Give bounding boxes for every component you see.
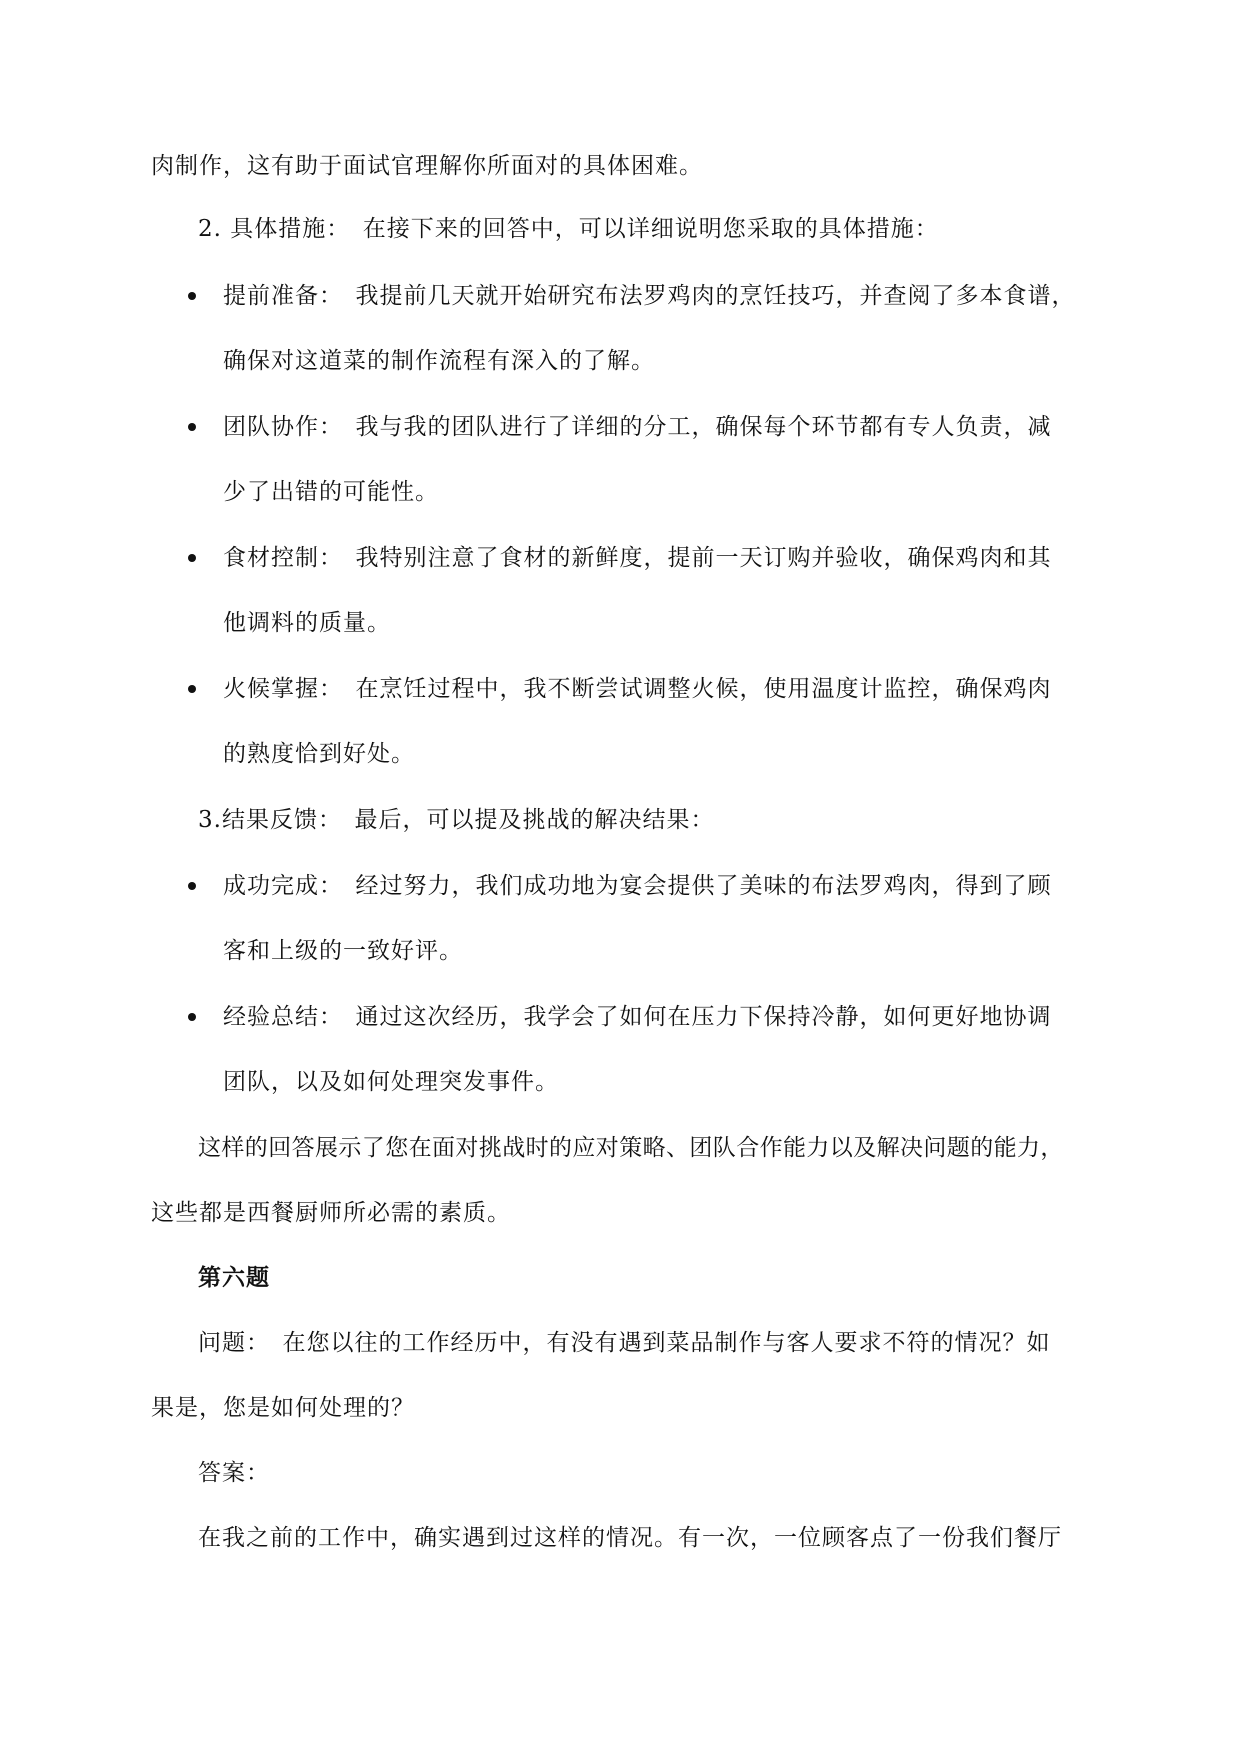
measure-2-line1: 团队协作： 我与我的团队进行了详细的分工，确保每个环节都有专人负责，减	[223, 414, 1052, 440]
bullet-icon	[188, 554, 196, 562]
question-6-line2: 果是，您是如何处理的？	[151, 1395, 415, 1421]
question-6-title: 第六题	[198, 1264, 270, 1291]
measure-4-line2: 的熟度恰到好处。	[223, 741, 415, 767]
result-1-line2: 客和上级的一致好评。	[223, 938, 463, 964]
measure-3-line1: 食材控制： 我特别注意了食材的新鲜度，提前一天订购并验收，确保鸡肉和其	[223, 545, 1052, 571]
summary-line1: 这样的回答展示了您在面对挑战时的应对策略、团队合作能力以及解决问题的能力，	[198, 1135, 1064, 1161]
measure-2-line2: 少了出错的可能性。	[223, 479, 439, 505]
bullet-icon	[188, 423, 196, 431]
measure-1-line1: 提前准备： 我提前几天就开始研究布法罗鸡肉的烹饪技巧，并查阅了多本食谱，	[223, 283, 1076, 309]
answer-line1: 在我之前的工作中，确实遇到过这样的情况。有一次，一位顾客点了一份我们餐厅	[198, 1525, 1062, 1551]
intro-continuation: 肉制作，这有助于面试官理解你所面对的具体困难。	[151, 153, 703, 179]
bullet-icon	[188, 685, 196, 693]
question-6-line1: 问题： 在您以往的工作经历中，有没有遇到菜品制作与客人要求不符的情况？如	[198, 1330, 1051, 1356]
measure-1-line2: 确保对这道菜的制作流程有深入的了解。	[223, 348, 655, 374]
summary-line2: 这些都是西餐厨师所必需的素质。	[151, 1200, 511, 1226]
measure-3-line2: 他调料的质量。	[223, 610, 391, 636]
bullet-icon	[188, 292, 196, 300]
section-2-heading: 2. 具体措施： 在接下来的回答中，可以详细说明您采取的具体措施：	[198, 216, 939, 242]
result-2-line2: 团队，以及如何处理突发事件。	[223, 1069, 559, 1095]
result-2-line1: 经验总结： 通过这次经历，我学会了如何在压力下保持冷静，如何更好地协调	[223, 1004, 1052, 1030]
bullet-icon	[188, 1013, 196, 1021]
bullet-icon	[188, 882, 196, 890]
measure-4-line1: 火候掌握： 在烹饪过程中，我不断尝试调整火候，使用温度计监控，确保鸡肉	[223, 676, 1052, 702]
section-3-heading: 3.结果反馈： 最后，可以提及挑战的解决结果：	[198, 807, 715, 833]
result-1-line1: 成功完成： 经过努力，我们成功地为宴会提供了美味的布法罗鸡肉，得到了顾	[223, 873, 1052, 899]
answer-label: 答案：	[198, 1460, 270, 1486]
